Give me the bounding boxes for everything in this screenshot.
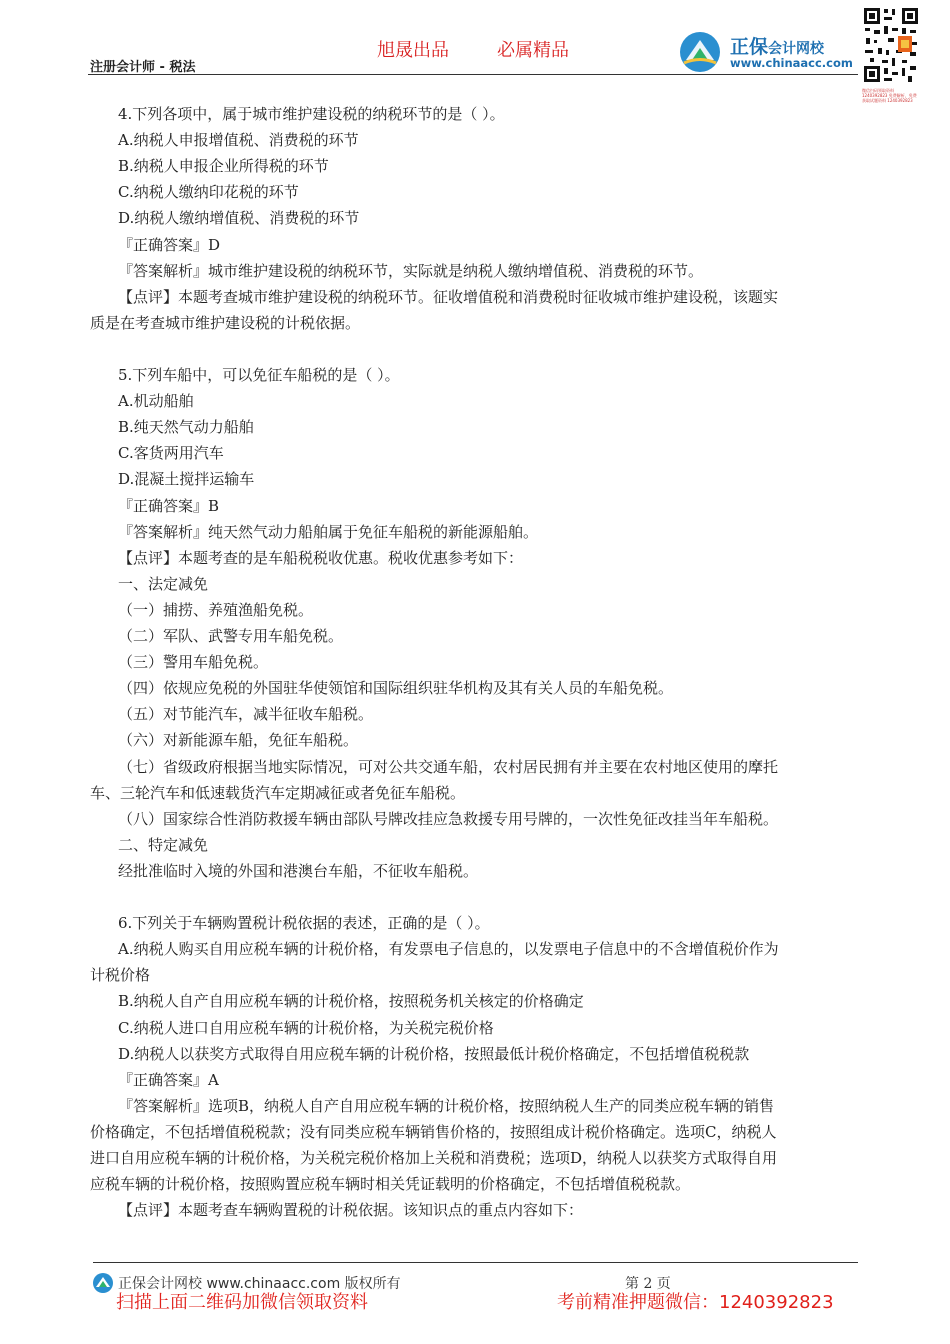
text-line: 【点评】本题考查车辆购置税的计税依据。该知识点的重点内容如下： <box>118 1201 584 1219</box>
text-line: 二、特定减免 <box>118 836 209 854</box>
text-line: 『答案解析』纯天然气动力船舶属于免征车船税的新能源船舶。 <box>118 523 539 541</box>
text-line: （八）国家综合性消防救援车辆由部队号牌改挂应急救援专用号牌的，一次性免征改挂当年车船税。 <box>118 810 779 828</box>
header-course: 注册会计师 - 税法 <box>90 60 196 75</box>
text-line: 应税车辆的计税价格，按照购置应税车辆时相关凭证载明的价格确定，不包括增值税税款。 <box>90 1175 691 1193</box>
text-line: 计税价格 <box>90 966 151 984</box>
text-line: 【点评】本题考查的是车船税税收优惠。税收优惠参考如下： <box>118 549 524 567</box>
text-line: （一）捕捞、养殖渔船免税。 <box>118 601 314 619</box>
text-line: 『正确答案』B <box>118 497 220 515</box>
text-line: （七）省级政府根据当地实际情况，可对公共交通车船，农村居民拥有并主要在农村地区使用的摩托 <box>118 758 779 776</box>
text-line: B.纳税人自产自用应税车辆的计税价格，按照税务机关核定的价格确定 <box>118 992 584 1010</box>
footer-copyright: 正保会计网校 www.chinaacc.com 版权所有 <box>118 1276 401 1292</box>
text-line: 『正确答案』D <box>118 236 221 254</box>
text-line: A.纳税人申报增值税、消费税的环节 <box>118 131 359 149</box>
header-divider <box>88 74 858 75</box>
text-line: （二）军队、武警专用车船免税。 <box>118 627 344 645</box>
text-line: 进口自用应税车辆的计税价格，为关税完税价格加上关税和消费税；选项D，纳税人以获奖方式取得自用 <box>90 1149 778 1167</box>
chinaacc-logo-icon <box>678 30 722 74</box>
text-line: C.纳税人缴纳印花税的环节 <box>118 183 299 201</box>
chinaacc-footer-logo-icon <box>92 1272 114 1294</box>
text-line: 经批准临时入境的外国和港澳台车船，不征收车船税。 <box>118 862 479 880</box>
logo-title: 正保 <box>730 36 769 58</box>
text-line: （三）警用车船免税。 <box>118 653 269 671</box>
qr-code-icon <box>862 6 920 84</box>
text-line: 价格确定，不包括增值税税款；没有同类应税车辆销售价格的，按照组成计税价格确定。选项C，纳税人 <box>90 1123 777 1141</box>
text-line: （六）对新能源车船，免征车船税。 <box>118 731 359 749</box>
text-line: 『正确答案』A <box>118 1071 219 1089</box>
header-slogan-2: 必属精品 <box>497 40 569 61</box>
logo-title-sub: 会计网校 <box>768 41 825 57</box>
text-line: 质是在考查城市维护建设税的计税依据。 <box>90 314 361 332</box>
text-line: 车、三轮汽车和低速载货汽车定期减征或者免征车船税。 <box>90 784 466 802</box>
qr-caption: 微信扫码领取资料 1240392823 免费解析，免费获取试题资料 1240392823 <box>862 88 917 103</box>
text-line: （五）对节能汽车，减半征收车船税。 <box>118 705 374 723</box>
text-line: 6.下列关于车辆购置税计税依据的表述，正确的是（ ）。 <box>118 914 490 932</box>
text-line: 【点评】本题考查城市维护建设税的纳税环节。征收增值税和消费税时征收城市维护建设税，该题实 <box>118 288 779 306</box>
text-line: C.客货两用汽车 <box>118 444 224 462</box>
text-line: （四）依规应免税的外国驻华使领馆和国际组织驻华机构及其有关人员的车船免税。 <box>118 679 674 697</box>
logo-url: www.chinaacc.com <box>730 56 853 70</box>
footer-divider <box>93 1262 858 1263</box>
text-line: C.纳税人进口自用应税车辆的计税价格，为关税完税价格 <box>118 1019 494 1037</box>
header-slogan-1: 旭晟出品 <box>377 40 449 61</box>
text-line: 4.下列各项中，属于城市维护建设税的纳税环节的是（ ）。 <box>118 105 505 123</box>
text-line: B.纯天然气动力船舶 <box>118 418 254 436</box>
text-line: 5.下列车船中，可以免征车船税的是（ ）。 <box>118 366 400 384</box>
text-line: 一、法定减免 <box>118 575 209 593</box>
text-line: D.纳税人以获奖方式取得自用应税车辆的计税价格，按照最低计税价格确定，不包括增值税税款 <box>118 1045 750 1063</box>
footer-page-number: 第 2 页 <box>625 1276 671 1292</box>
text-line: A.纳税人购买自用应税车辆的计税价格，有发票电子信息的，以发票电子信息中的不含增值税价作为 <box>118 940 779 958</box>
promo-scan-qr: 扫描上面二维码加微信领取资料 <box>116 1292 368 1313</box>
text-line: 『答案解析』选项B，纳税人自产自用应税车辆的计税价格，按照纳税人生产的同类应税车辆的销售 <box>118 1097 775 1115</box>
text-line: D.纳税人缴纳增值税、消费税的环节 <box>118 209 360 227</box>
text-line: A.机动船舶 <box>118 392 194 410</box>
text-line: B.纳税人申报企业所得税的环节 <box>118 157 329 175</box>
brand-logo <box>678 30 862 74</box>
text-line: 『答案解析』城市维护建设税的纳税环节，实际就是纳税人缴纳增值税、消费税的环节。 <box>118 262 704 280</box>
text-line: D.混凝土搅拌运输车 <box>118 470 255 488</box>
promo-wechat: 考前精准押题微信：1240392823 <box>557 1292 834 1313</box>
